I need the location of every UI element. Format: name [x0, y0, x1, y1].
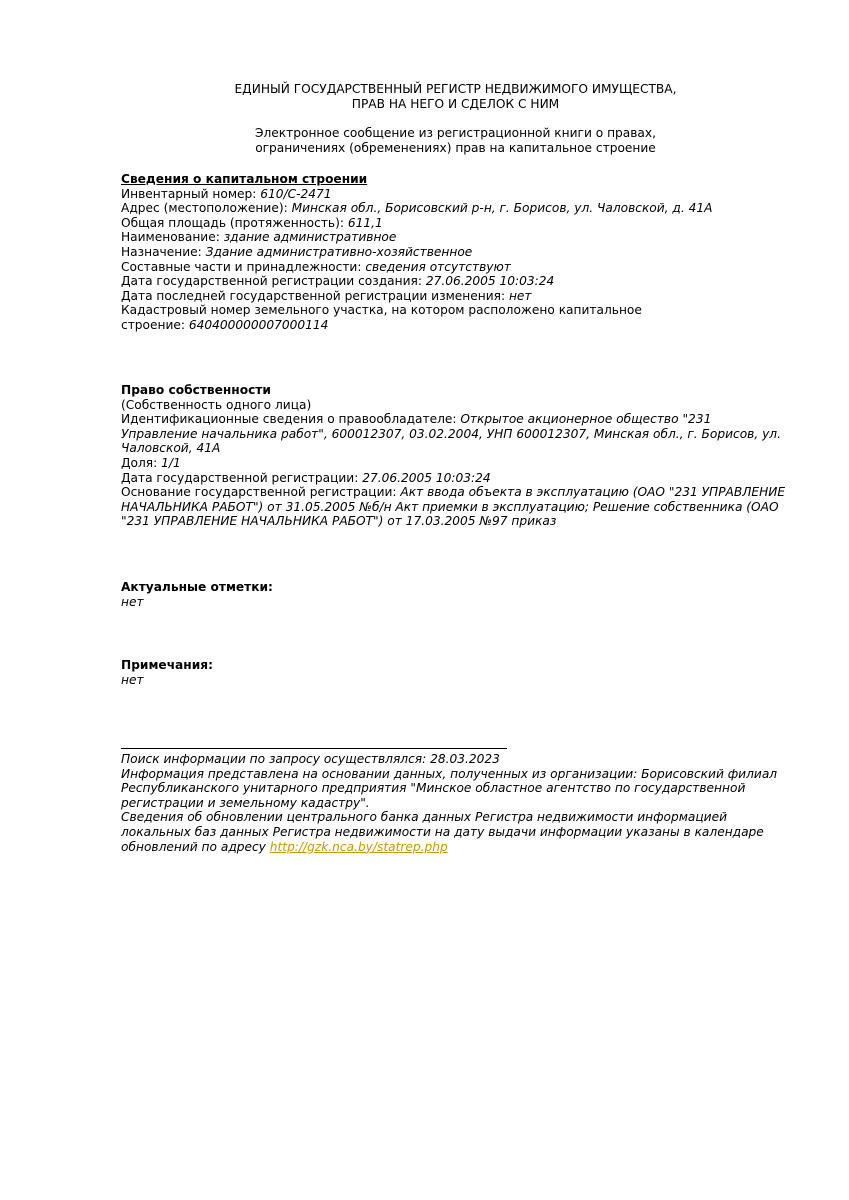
cadastral-label-line-1: Кадастровый номер земельного участка, на котором расположено капитальное	[121, 303, 642, 318]
changed-date-row	[121, 289, 789, 304]
changed-date-label: Дата последней государственной регистрации изменения:	[121, 288, 509, 303]
area-value: 611,1	[347, 215, 383, 230]
name-row	[121, 230, 789, 245]
current-marks-heading: Актуальные отметки:	[121, 580, 273, 594]
registration-basis-value: Акт ввода объекта в эксплуатацию (ОАО "231 УПРАВЛЕНИЕ НАЧАЛЬНИКА РАБОТ") от 31.05.2005 №б/н Акт приемки в эксплуатацию; Решение собственника (ОАО "231 УПРАВЛЕНИЕ НАЧАЛЬНИКА РАБОТ") от 17.03.2005 №97 приказ	[121, 485, 786, 529]
building-heading: Сведения о капитальном строении	[121, 172, 368, 186]
building-section	[121, 172, 789, 333]
register-title	[0, 82, 849, 111]
inventory-number-row	[121, 187, 789, 202]
current-marks-value: нет	[121, 594, 144, 609]
owner-value: Открытое акционерное общество "231 Управление начальника работ", 600012307, 03.02.2004, УНП 600012307, Минская обл., г. Борисов, ул. Чаловской, 41А	[121, 412, 781, 456]
inventory-number-label: Инвентарный номер:	[121, 186, 261, 201]
source-info-text: Информация представлена на основании данных, полученных из организации: Борисовский филиал Республиканского унитарного предприятия "Минское областное агентство по государственной регистрации и земельному кадастру".	[121, 766, 778, 810]
registration-date-value: 27.06.2005 10:03:24	[362, 470, 491, 485]
cadastral-label-line-2: строение:	[121, 317, 189, 332]
search-date-text: Поиск информации по запросу осуществлялся: 28.03.2023	[121, 752, 500, 766]
inventory-number-value: 610/C-2471	[260, 186, 332, 201]
registration-date-row	[121, 471, 789, 486]
owner-label: Идентификационные сведения о правообладателе:	[121, 412, 461, 427]
purpose-row	[121, 245, 789, 260]
name-label: Наименование:	[121, 230, 224, 245]
update-info-row	[121, 810, 789, 854]
register-title-line-1: ЕДИНЫЙ ГОСУДАРСТВЕННЫЙ РЕГИСТР НЕДВИЖИМОГО ИМУЩЕСТВА,	[234, 82, 677, 96]
update-info-text: Сведения об обновлении центрального банка данных Регистра недвижимости информацией локальных баз данных Регистра недвижимости на дату выдачи информации указаны в календаре обновлений по адресу	[121, 810, 764, 854]
footer-divider	[121, 748, 507, 749]
statrep-link[interactable]: http://gzk.nca.by/statrep.php	[269, 839, 448, 854]
created-date-value: 27.06.2005 10:03:24	[425, 274, 555, 289]
registration-basis-label: Основание государственной регистрации:	[121, 485, 401, 500]
purpose-value: Здание административно-хозяйственное	[205, 244, 473, 259]
ownership-section	[121, 383, 789, 529]
register-title-line-2: ПРАВ НА НЕГО И СДЕЛОК С НИМ	[351, 96, 560, 111]
document-subtitle	[0, 126, 849, 155]
parts-value: сведения отсутствуют	[365, 259, 511, 274]
cadastral-row	[121, 318, 789, 333]
cadastral-value: 640400000007000114	[188, 317, 329, 332]
footer	[121, 752, 789, 854]
share-label: Доля:	[121, 455, 162, 470]
ownership-heading: Право собственности	[121, 383, 271, 397]
document-subtitle-line-1: Электронное сообщение из регистрационной книги о правах,	[255, 126, 656, 140]
notes-heading: Примечания:	[121, 658, 213, 672]
area-label: Общая площадь (протяженность):	[121, 215, 348, 230]
document-subtitle-line-2: ограничениях (обременениях) прав на капитальное строение	[255, 140, 656, 155]
name-value: здание административное	[223, 230, 397, 245]
notes-value: нет	[121, 672, 144, 687]
share-value: 1/1	[161, 455, 181, 470]
purpose-label: Назначение:	[121, 244, 206, 259]
parts-label: Составные части и принадлежности:	[121, 259, 366, 274]
area-row	[121, 216, 789, 231]
created-date-row	[121, 274, 789, 289]
registration-basis-row	[121, 485, 789, 529]
registration-date-label: Дата государственной регистрации:	[121, 470, 363, 485]
address-value: Минская обл., Борисовский р-н, г. Борисов, ул. Чаловской, д. 41А	[291, 201, 713, 216]
notes-section	[121, 658, 789, 687]
parts-row	[121, 260, 789, 275]
changed-date-value: нет	[508, 288, 532, 303]
ownership-type: (Собственность одного лица)	[121, 397, 312, 412]
current-marks-section	[121, 580, 789, 609]
owner-row	[121, 412, 789, 456]
share-row	[121, 456, 789, 471]
created-date-label: Дата государственной регистрации создания:	[121, 274, 426, 289]
address-label: Адрес (местоположение):	[121, 201, 292, 216]
address-row	[121, 201, 789, 216]
